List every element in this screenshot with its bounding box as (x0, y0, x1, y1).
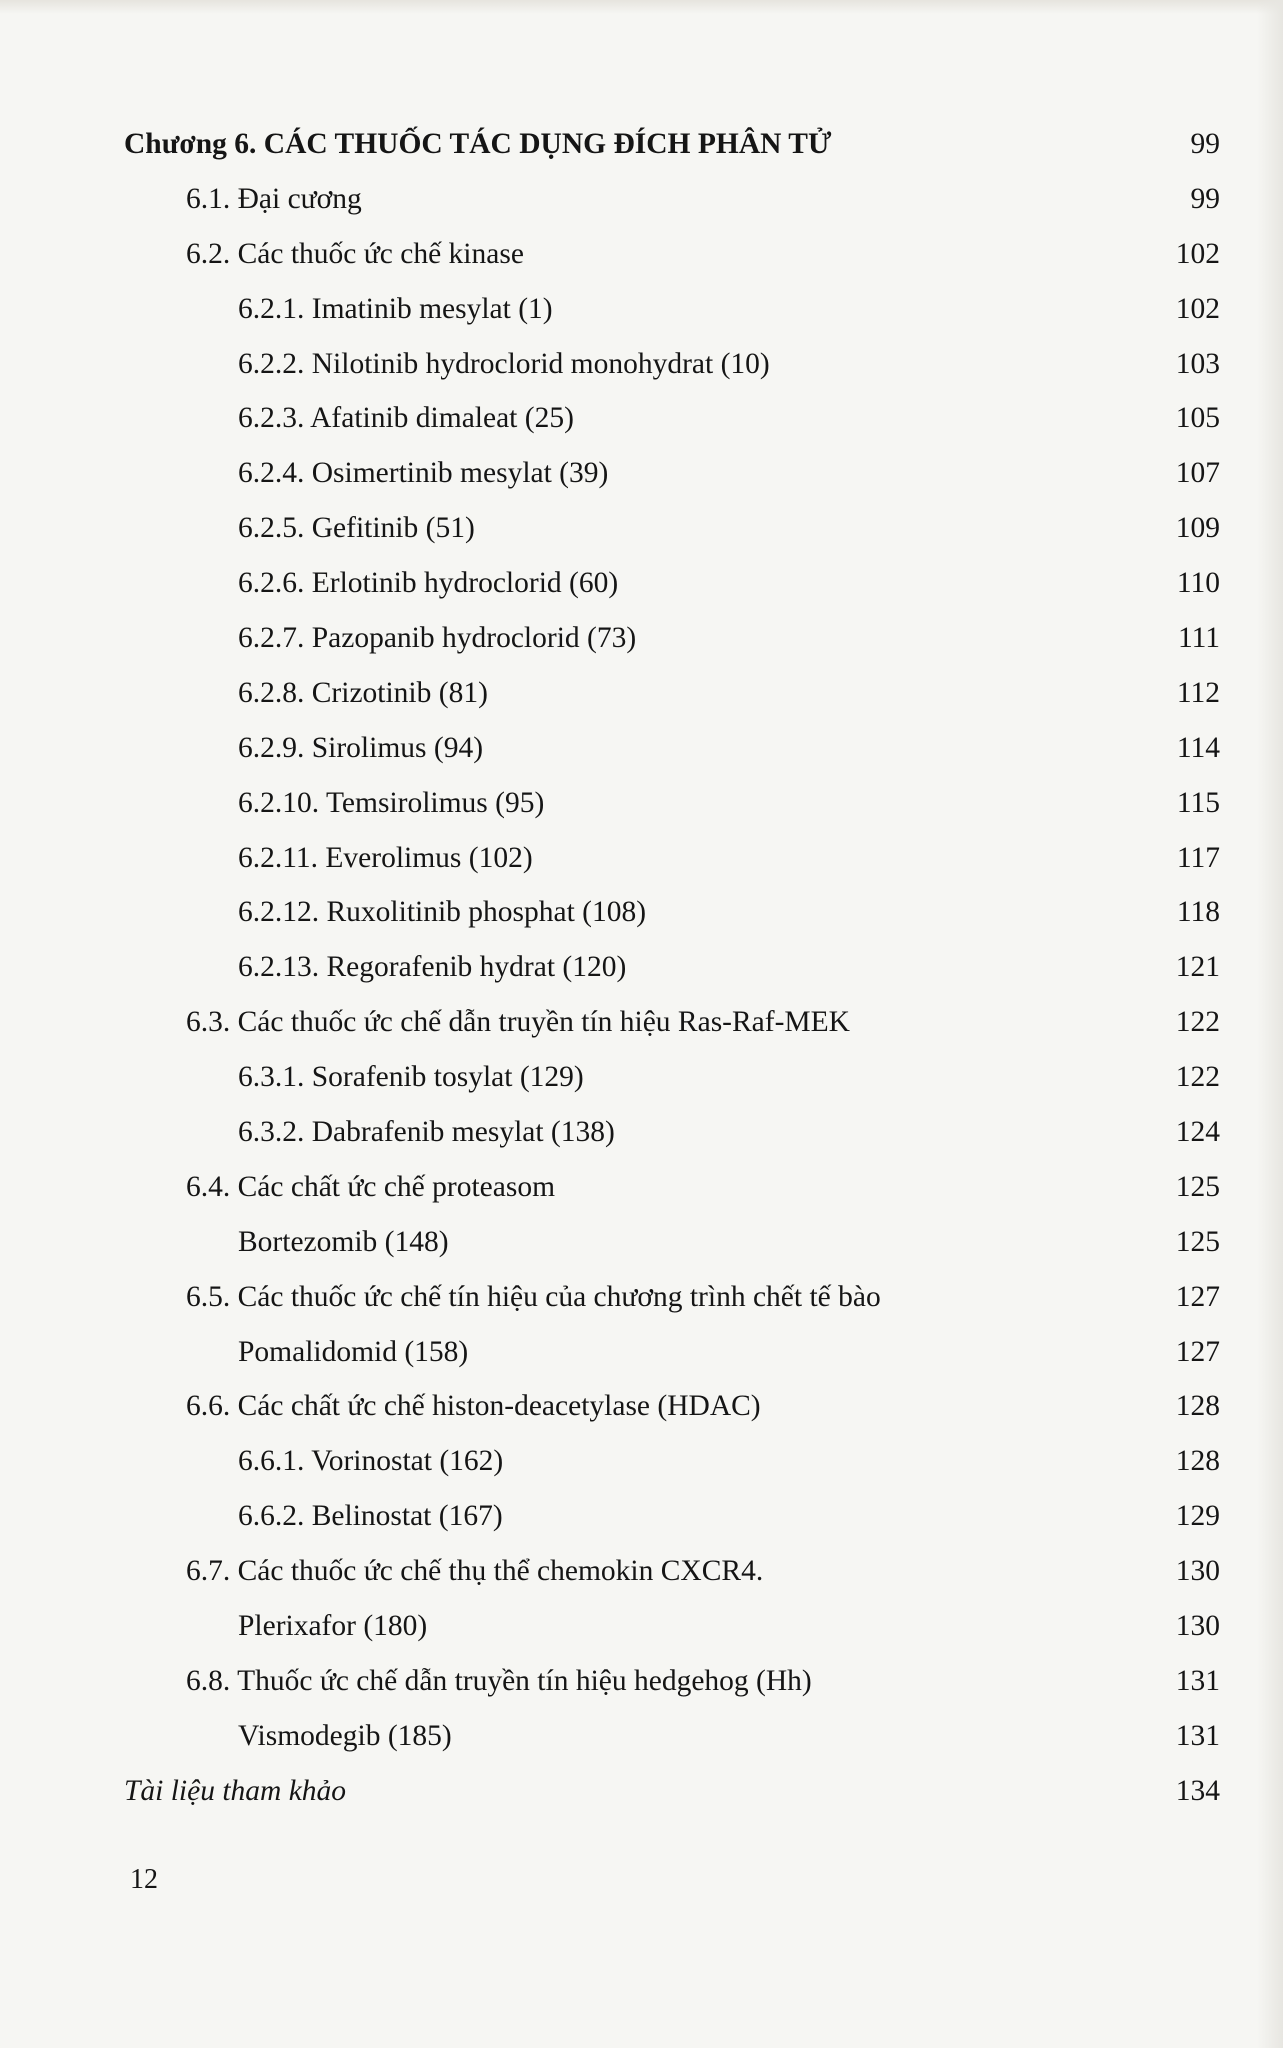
toc-entry-title: 6.6.1. Vorinostat (162) (238, 1445, 504, 1478)
toc-entry-page: 99 (1190, 182, 1220, 215)
toc-entry (0, 1717, 1283, 1772)
toc-entry-page: 107 (1175, 457, 1220, 490)
toc-entry-page: 125 (1175, 1225, 1220, 1258)
toc-entry-title: 6.2.6. Erlotinib hydroclorid (60) (238, 567, 619, 600)
toc-entry (0, 893, 1283, 948)
toc-entry-title: 6.2.8. Crizotinib (81) (238, 676, 488, 709)
toc-entry (0, 1003, 1283, 1058)
toc-entry-title: Pomalidomid (158) (238, 1335, 469, 1368)
toc-entry (0, 1662, 1283, 1717)
toc-entry-page: 131 (1175, 1664, 1220, 1697)
toc-entry-title: Plerixafor (180) (238, 1610, 428, 1643)
toc-entry-title: 6.2.12. Ruxolitinib phosphat (108) (238, 896, 647, 929)
toc-entry-title: Vismodegib (185) (238, 1719, 452, 1752)
toc-entry-page: 130 (1175, 1610, 1220, 1643)
toc-entry-page: 122 (1175, 1061, 1220, 1094)
toc-entry-title: 6.2.10. Temsirolimus (95) (238, 786, 545, 819)
toc-entry (0, 1113, 1283, 1168)
toc-entry (0, 509, 1283, 564)
toc-entry-page: 110 (1176, 567, 1220, 600)
toc-entry-page: 130 (1175, 1555, 1220, 1588)
toc-entry-title: 6.2.13. Regorafenib hydrat (120) (238, 951, 627, 984)
toc-entry (0, 290, 1283, 345)
toc-entry (0, 1387, 1283, 1442)
toc-entry-page: 127 (1175, 1280, 1220, 1313)
toc-entry (0, 180, 1283, 235)
toc-entry-page: 122 (1175, 1006, 1220, 1039)
toc-entry-page: 114 (1176, 731, 1220, 764)
toc-entry-page: 117 (1176, 841, 1220, 874)
toc-entry-title: 6.2. Các thuốc ức chế kinase (186, 237, 524, 270)
toc-entry-title: 6.7. Các thuốc ức chế thụ thể chemokin CXCR4. (186, 1555, 764, 1588)
toc-entry-title: Chương 6. CÁC THUỐC TÁC DỤNG ĐÍCH PHÂN TỬ (124, 128, 832, 160)
toc-entry (0, 1552, 1283, 1607)
toc-entry-page: 127 (1175, 1335, 1220, 1368)
toc-entry-page: 112 (1176, 676, 1220, 709)
toc-entry (0, 1607, 1283, 1662)
toc-entry-page: 129 (1175, 1500, 1220, 1533)
toc-entry (0, 399, 1283, 454)
toc-entry-title: 6.3.1. Sorafenib tosylat (129) (238, 1061, 584, 1094)
toc-entry (0, 839, 1283, 894)
toc-entry (0, 1497, 1283, 1552)
toc-entry-page: 131 (1175, 1719, 1220, 1752)
toc-entry-title: 6.2.4. Osimertinib mesylat (39) (238, 457, 609, 490)
toc-entry-title: 6.2.2. Nilotinib hydroclorid monohydrat (10) (238, 347, 770, 380)
toc-entry (0, 1058, 1283, 1113)
toc-entry (0, 674, 1283, 729)
toc-entry (0, 1772, 1283, 1827)
toc-entry-title: 6.2.3. Afatinib dimaleat (25) (238, 402, 574, 435)
toc-entry (0, 1333, 1283, 1388)
toc-entry-title: 6.2.9. Sirolimus (94) (238, 731, 484, 764)
toc-entry (0, 1168, 1283, 1223)
toc-entry (0, 948, 1283, 1003)
toc-entry-page: 115 (1176, 786, 1220, 819)
toc-entry-page: 134 (1175, 1774, 1220, 1807)
toc-entry-page: 103 (1175, 347, 1220, 380)
toc-entry (0, 345, 1283, 400)
toc-entry-title: Tài liệu tham khảo (124, 1774, 347, 1807)
toc-entry (0, 1442, 1283, 1497)
toc-entry-title: 6.4. Các chất ức chế proteasom (186, 1170, 556, 1203)
toc-entry-page: 102 (1175, 237, 1220, 270)
toc-entry (0, 619, 1283, 674)
toc-entry (0, 235, 1283, 290)
toc-entry (0, 729, 1283, 784)
toc-entry-page: 128 (1175, 1390, 1220, 1423)
toc-entry-page: 102 (1175, 292, 1220, 325)
toc-entry-title: 6.2.7. Pazopanib hydroclorid (73) (238, 622, 637, 655)
toc-entry-title: 6.2.1. Imatinib mesylat (1) (238, 292, 553, 325)
toc-entry-page: 118 (1176, 896, 1220, 929)
toc-entry-page: 128 (1175, 1445, 1220, 1478)
toc-entry-title: 6.1. Đại cương (186, 182, 362, 215)
toc-entry-page: 99 (1190, 128, 1220, 160)
toc-entry (0, 784, 1283, 839)
toc-entry-title: 6.2.5. Gefitinib (51) (238, 512, 475, 545)
toc-entry (0, 1278, 1283, 1333)
toc-entry (0, 1223, 1283, 1278)
table-of-contents (0, 125, 1283, 1827)
toc-entry-title: 6.3. Các thuốc ức chế dẫn truyền tín hiệu Ras-Raf-MEK (186, 1006, 850, 1039)
toc-entry-page: 125 (1175, 1170, 1220, 1203)
toc-entry-page: 105 (1175, 402, 1220, 435)
toc-entry-title: 6.6. Các chất ức chế histon-deacetylase (HDAC) (186, 1390, 761, 1423)
toc-entry-page: 111 (1177, 622, 1220, 655)
toc-entry-title: 6.5. Các thuốc ức chế tín hiệu của chương trình chết tế bào (186, 1280, 881, 1313)
toc-entry-page: 109 (1175, 512, 1220, 545)
page-number: 12 (130, 1864, 158, 1895)
toc-entry (0, 125, 1283, 180)
toc-entry-page: 121 (1175, 951, 1220, 984)
toc-entry (0, 564, 1283, 619)
toc-entry-title: 6.3.2. Dabrafenib mesylat (138) (238, 1116, 615, 1149)
page-edge-shadow-top (0, 0, 1283, 14)
toc-entry-title: Bortezomib (148) (238, 1225, 449, 1258)
toc-entry-page: 124 (1175, 1116, 1220, 1149)
toc-entry-title: 6.8. Thuốc ức chế dẫn truyền tín hiệu hedgehog (Hh) (186, 1664, 812, 1697)
toc-entry-title: 6.2.11. Everolimus (102) (238, 841, 533, 874)
toc-entry-title: 6.6.2. Belinostat (167) (238, 1500, 503, 1533)
toc-entry (0, 454, 1283, 509)
